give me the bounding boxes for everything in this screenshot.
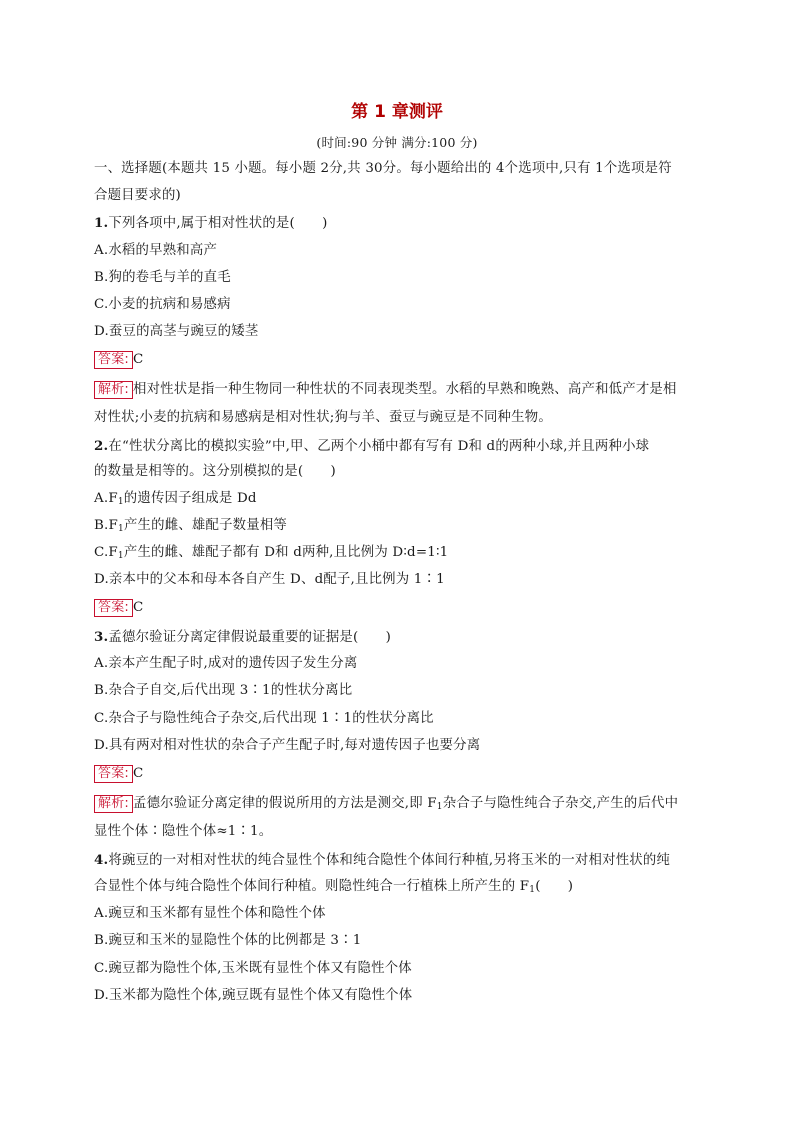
question-stem: ( ) (535, 879, 574, 894)
q4-option-b: B.豌豆和玉米的显隐性个体的比例都是 3∶1 (94, 933, 362, 948)
q1-analysis-line-2: 对性状;小麦的抗病和易感病是相对性状;狗与羊、蚕豆与豌豆是不同种生物。 (94, 410, 552, 425)
question-1 (94, 214, 704, 233)
q2-option-b (94, 517, 704, 538)
question-stem: 合显性个体与纯合隐性个体间行种植。则隐性纯合一行植株上所产生的 F (94, 879, 530, 894)
option-text: 产生的雌、雄配子数量相等 (123, 518, 288, 533)
q4-stem-line-2 (94, 878, 704, 899)
option-text: 产生的雌、雄配子都有 D和 d两种,且比例为 D∶d=1∶1 (123, 545, 449, 560)
section-heading-line-2: 合题目要求的) (94, 188, 181, 203)
option-text: B.F (94, 518, 118, 533)
answer-label: 答案: (94, 765, 133, 783)
answer-value: C (132, 766, 144, 781)
question-stem: 下列各项中,属于相对性状的是( ) (108, 216, 328, 231)
q3-option-d: D.具有两对相对性状的杂合子产生配子时,每对遗传因子也要分离 (94, 738, 481, 753)
subscript: 1 (117, 497, 124, 507)
q3-option-a: A.亲本产生配子时,成对的遗传因子发生分离 (94, 656, 358, 671)
subscript: 1 (118, 524, 124, 534)
q1-analysis-line-1 (94, 381, 704, 399)
question-stem: 孟德尔验证分离定律假说最重要的证据是( ) (108, 630, 392, 645)
question-number: 1. (94, 215, 109, 231)
q3-analysis-line-1 (94, 795, 704, 816)
analysis-label: 解析: (94, 381, 133, 399)
subscript: 1 (117, 551, 124, 561)
option-text: A.F (94, 491, 118, 506)
question-4 (94, 851, 704, 870)
analysis-text: 杂合子与隐性纯合子杂交,产生的后代中 (442, 796, 679, 811)
section-heading-line-1: 一、选择题(本题共 15 小题。每小题 2分,共 30分。每小题给出的 4个选项中,只有 1个选项是符 (94, 161, 672, 176)
q2-option-c (94, 544, 704, 565)
q4-option-c: C.豌豆都为隐性个体,玉米既有显性个体又有隐性个体 (94, 961, 412, 976)
answer-label: 答案: (94, 351, 133, 369)
question-number: 3. (94, 629, 109, 645)
analysis-text: 相对性状是指一种生物同一种性状的不同表现类型。水稻的早熟和晚熟、高产和低产才是相 (132, 382, 677, 397)
question-stem: 将豌豆的一对相对性状的纯合显性个体和纯合隐性个体间行种植,另将玉米的一对相对性状的纯 (108, 853, 671, 868)
answer-value: C (132, 352, 144, 367)
q1-option-c: C.小麦的抗病和易感病 (94, 297, 231, 312)
q1-option-b: B.狗的卷毛与羊的直毛 (94, 270, 231, 285)
exam-info: (时间:90 分钟 满分:100 分) (316, 135, 478, 150)
answer-label: 答案: (94, 599, 133, 617)
analysis-label: 解析: (94, 795, 133, 813)
q3-answer (94, 765, 704, 783)
q4-option-d: D.玉米都为隐性个体,豌豆既有显性个体又有隐性个体 (94, 988, 413, 1003)
q1-answer (94, 351, 704, 369)
question-number: 2. (94, 438, 109, 454)
page-title: 第 1 章测评 (351, 102, 443, 122)
question-stem: 在“性状分离比的模拟实验”中,甲、乙两个小桶中都有写有 D和 d的两种小球,并且两种小球 (108, 439, 650, 454)
question-number: 4. (94, 852, 109, 868)
answer-value: C (132, 600, 144, 615)
q3-option-c: C.杂合子与隐性纯合子杂交,后代出现 1∶1的性状分离比 (94, 711, 434, 726)
q3-analysis-line-2: 显性个体∶隐性个体≈1∶1。 (94, 824, 273, 839)
q3-option-b: B.杂合子自交,后代出现 3∶1的性状分离比 (94, 683, 353, 698)
q2-option-a (94, 490, 704, 511)
analysis-text: 孟德尔验证分离定律的假说所用的方法是测交,即 F (132, 796, 437, 811)
subscript: 1 (436, 802, 443, 812)
question-2 (94, 437, 704, 456)
q4-option-a: A.豌豆和玉米都有显性个体和隐性个体 (94, 906, 326, 921)
q1-option-a: A.水稻的早熟和高产 (94, 243, 218, 258)
q2-stem-line-2: 的数量是相等的。这分别模拟的是( ) (94, 464, 336, 479)
q1-option-d: D.蚕豆的高茎与豌豆的矮茎 (94, 324, 259, 339)
subscript: 1 (529, 885, 536, 895)
q2-option-d: D.亲本中的父本和母本各自产生 D、d配子,且比例为 1∶1 (94, 572, 445, 587)
question-3 (94, 628, 704, 647)
option-text: 的遗传因子组成是 Dd (123, 491, 257, 506)
q2-answer (94, 599, 704, 617)
option-text: C.F (94, 545, 118, 560)
